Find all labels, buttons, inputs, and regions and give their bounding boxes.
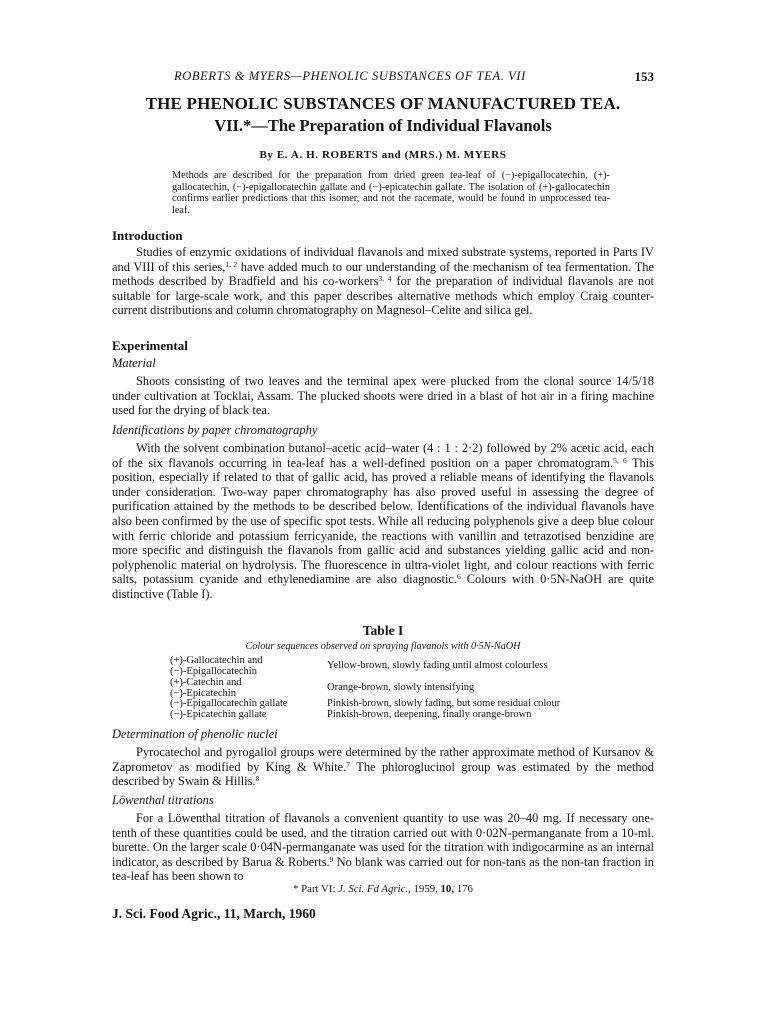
table-cell-flavanol: (−)-Epigallocatechin gallate <box>170 698 288 709</box>
article-title: THE PHENOLIC SUBSTANCES OF MANUFACTURED TEA. <box>145 94 621 113</box>
heading-material: Material <box>112 356 156 370</box>
table-cell-flavanol: (−)-Epigallocatechin <box>170 665 257 677</box>
heading-experimental: Experimental <box>112 338 188 353</box>
paragraph-lowenthal: For a Löwenthal titration of flavanols a convenient quantity to use was 20–40 mg. If necessary one-tenth of these quantities could be used, and the titration carried out with 0·02N-permanganate from a 10-ml. burette. On the larger scale 0·04N-permanganate was used for the titration with indigocarmine as an internal indicator, as described by Barua & Roberts.$^9$ No blank was carried out for non-tans as the non-tan fraction in tea-leaf has been shown to <box>112 811 654 884</box>
table-cell-flavanol: (+)-Gallocatechin and <box>170 655 263 666</box>
paragraph-material: Shoots consisting of two leaves and the terminal apex were plucked from the clonal source 14/5/18 under cultivation at Tocklai, Assam. The plucked shoots were dried in a blast of hot air in a firing machine used for the drying of black tea. <box>112 374 654 418</box>
table-cell-flavanol: (−)-Epicatechin <box>170 687 236 699</box>
heading-introduction: Introduction <box>112 228 183 243</box>
heading-identification: Identifications by paper chromatography <box>112 423 318 437</box>
table-cell-flavanol: (+)-Catechin and <box>170 677 242 688</box>
running-head: ROBERTS & MYERS—PHENOLIC SUBSTANCES OF TEA. VII <box>174 69 526 83</box>
heading-lowenthal: Löwenthal titrations <box>112 793 214 807</box>
abstract: Methods are described for the preparation from dried green tea-leaf of (−)-epigallocatechin, (+)-gallocatechin, (−)-epigallocatechin gallate and (−)-epicatechin gallate. The isolation of (+)-gallocatechin confirms earlier predictions that this isomer, and not the racemate, would be found in unprocessed tea-leaf. <box>172 170 610 216</box>
table-cell-colour: Yellow-brown, slowly fading until almost colourless <box>327 660 548 671</box>
paragraph-determination: Pyrocatechol and pyrogallol groups were determined by the rather approximate method of Kursanov & Zaprometov as modified by King & White.$^7$ The phloroglucinol group was estimated by the method described by Swain & Hillis.$^8$ <box>112 745 654 789</box>
article-subtitle: VII.*—The Preparation of Individual Flavanols <box>214 116 552 135</box>
table-cell-flavanol: (−)-Epicatechin gallate <box>170 709 267 720</box>
paragraph-introduction: Studies of enzymic oxidations of individual flavanols and mixed substrate systems, reported in Parts IV and VIII of this series,$^{1, 2}$ have added much to our understanding of the mechanism of tea fermentation. The methods described by Bradfield and his co-workers$^{3, 4}$ for the preparation of individual flavanols are not suitable for large-scale work, and this paper describes alternative methods which employ Craig counter-current distributions and column chromatography on Magnesol–Celite and silica gel. <box>112 245 655 318</box>
page-number: 153 <box>634 69 654 84</box>
table-cell-colour: Pinkish-brown, deepening, finally orange-brown <box>327 709 532 720</box>
table-title: Table I <box>362 623 404 638</box>
heading-determination: Determination of phenolic nuclei <box>112 727 278 741</box>
footnote: * Part VI: J. Sci. Fd Agric., 1959, 10, 176 <box>293 883 473 895</box>
running-header <box>112 69 654 87</box>
table-cell-colour: Pinkish-brown, slowly fading, but some residual colour <box>327 698 561 709</box>
table-cell-colour: Orange-brown, slowly intensifying <box>327 682 475 693</box>
paragraph-identification: With the solvent combination butanol–acetic acid–water (4 : 1 : 2·2) followed by 2% acetic acid, each of the six flavanols occurring in tea-leaf has a well-defined position on a paper chromatogram.$^{5, 6}$ This position, especially if related to that of gallic acid, has proved a reliable means of identifying the flavanols under consideration. Two-way paper chromatography has also proved useful in assessing the degree of purification attained by the methods to be described below. Identifications of the individual flavanols have also been confirmed by the use of specific spot tests. While all reducing polyphenols give a deep blue colour with ferric chloride and potassium ferricyanide, the reactions with vanillin and tetrazotised benzidine are more specific and distinguish the flavanols from gallic acid and substances yielding gallic acid and non-polyphenolic material on hydrolysis. The fluorescence in ultra-violet light, and colour reactions with ferric salts, potassium cyanide and ethylenediamine are also diagnostic.$^6$ Colours with 0·5N-NaOH are quite distinctive (Table I). <box>112 441 654 601</box>
table-caption: Colour sequences observed on spraying flavanols with 0·5N-NaOH <box>245 641 521 652</box>
journal-footer: J. Sci. Food Agric., 11, March, 1960 <box>112 906 316 921</box>
authors: By E. A. H. ROBERTS and (MRS.) M. MYERS <box>259 149 507 161</box>
